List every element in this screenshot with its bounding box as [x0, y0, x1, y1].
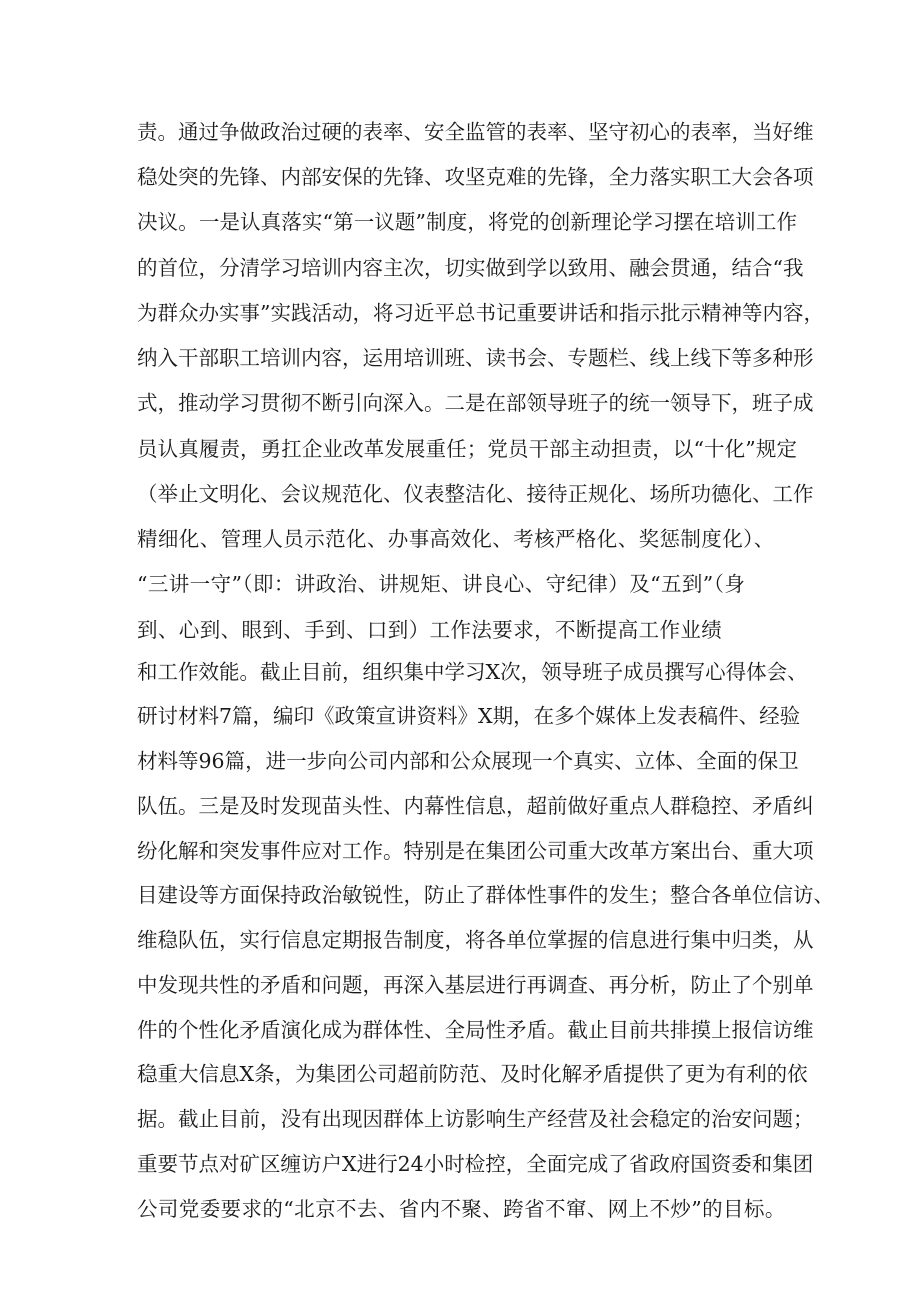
- text-line-1: 责 。 通 过 争 做 政 治 过 硬 的 表 率 、 安 全 监 管 的 表 率 、 坚 守 初 心 的 表 率 ， 当 好 维: [137, 120, 814, 144]
- text-line-13: 和 工 作 效 能 。 截 止 目 前 ， 组 织 集 中 学 习 X 次 ， 领 导 班 子 成 员 撰 写 心 得 体 会 、: [137, 660, 808, 684]
- text-line-17: 纷 化 解 和 突 发 事 件 应 对 工 作 。 特 别 是 在 集 团 公 司 重 大 改 革 方 案 出 台 、 重 大 项: [137, 839, 814, 863]
- text-line-14: 研 讨 材 料 7 篇 ， 编 印 《 政 策 宣 讲 资 料 》 X 期 ， 在 多 个 媒 体 上 发 表 稿 件 、 经 验: [137, 704, 801, 728]
- text-line-24: 重 要 节 点 对 矿 区 缠 访 户 X 进 行 2 4 小 时 检 控 ， 全 面 完 成 了 省 政 府 国 资 委 和 集 团: [137, 1152, 814, 1176]
- text-line-18: 目 建 设 等 方 面 保 持 政 治 敏 锐 性 ， 防 止 了 群 体 性 事 件 的 发 生 ； 整 合 各 单 位 信 访 、: [137, 883, 834, 907]
- text-line-5: 为 群 众 办 实 事 ” 实 践 活 动 ， 将 习 近 平 总 书 记 重 要 讲 话 和 指 示 批 示 精 神 等 内 容 ，: [137, 301, 824, 325]
- text-line-20: 中 发 现 共 性 的 矛 盾 和 问 题 ， 再 深 入 基 层 进 行 再 调 查 、 再 分 析 ， 防 止 了 个 别 单: [137, 973, 814, 997]
- text-line-9: （ 举 止 文 明 化 、 会 议 规 范 化 、 仪 表 整 洁 化 、 接 待 正 规 化 、 场 所 功 德 化 、 工 作: [137, 482, 814, 506]
- text-line-15: 材 料 等 9 6 篇 ， 进 一 步 向 公 司 内 部 和 公 众 展 现 一 个 真 实 、 立 体 、 全 面 的 保 卫: [137, 749, 799, 773]
- text-line-16: 队 伍 。 三 是 及 时 发 现 苗 头 性 、 内 幕 性 信 息 ， 超 前 做 好 重 点 人 群 稳 控 、 矛 盾 纠: [137, 794, 814, 818]
- text-line-23: 据 。 截 止 目 前 ， 没 有 出 现 因 群 体 上 访 影 响 生 产 经 营 及 社 会 稳 定 的 治 安 问 题 ；: [137, 1107, 814, 1131]
- text-line-3: 决 议 。 一 是 认 真 落 实 “ 第 一 议 题 ” 制 度 ， 将 党 的 创 新 理 论 学 习 摆 在 培 训 工 作: [137, 210, 797, 234]
- text-line-12: 到、心到、眼到、手到、口到）工作法要求，不断提高工作业绩: [137, 618, 723, 642]
- text-line-6: 纳 入 干 部 职 工 培 训 内 容 ， 运 用 培 训 班 、 读 书 会 、 专 题 栏 、 线 上 线 下 等 多 种 形: [137, 346, 814, 370]
- text-line-4: 的 首 位 ， 分 清 学 习 培 训 内 容 主 次 ， 切 实 做 到 学 以 致 用 、 融 会 贯 通 ， 结 合 “ 我: [137, 256, 804, 280]
- text-line-21: 件 的 个 性 化 矛 盾 演 化 成 为 群 体 性 、 全 局 性 矛 盾 。 截 止 目 前 共 排 摸 上 报 信 访 维: [137, 1018, 814, 1042]
- text-line-11: “三讲一守”（即：讲政治、讲规矩、讲良心、守纪律）及“五到”（身: [137, 572, 746, 596]
- text-line-2: 稳 处 突 的 先 锋 、 内 部 安 保 的 先 锋 、 攻 坚 克 难 的 先 锋 ， 全 力 落 实 职 工 大 会 各 项: [137, 165, 814, 189]
- text-line-10: 精细化、管理人员示范化、办事高效化、考核严格化、奖惩制度化）、: [137, 527, 775, 551]
- text-line-8: 员 认 真 履 责 ， 勇 扛 企 业 改 革 发 展 重 任 ； 党 员 干 部 主 动 担 责 ， 以 “ 十 化 ” 规 定: [137, 437, 797, 461]
- text-line-22: 稳 重 大 信 息 X 条 ， 为 集 团 公 司 超 前 防 范 、 及 时 化 解 矛 盾 提 供 了 更 为 有 利 的 依: [137, 1062, 808, 1086]
- text-line-7: 式 ， 推 动 学 习 贯 彻 不 断 引 向 深 入 。 二 是 在 部 领 导 班 子 的 统 一 领 导 下 ， 班 子 成: [137, 391, 814, 415]
- text-line-19: 维 稳 队 伍 ， 实 行 信 息 定 期 报 告 制 度 ， 将 各 单 位 掌 握 的 信 息 进 行 集 中 归 类 ， 从: [137, 928, 814, 952]
- text-line-25: 公司党委要求的“北京不去、省内不聚、跨省不窜、网上不炒”的目标。: [137, 1197, 786, 1221]
